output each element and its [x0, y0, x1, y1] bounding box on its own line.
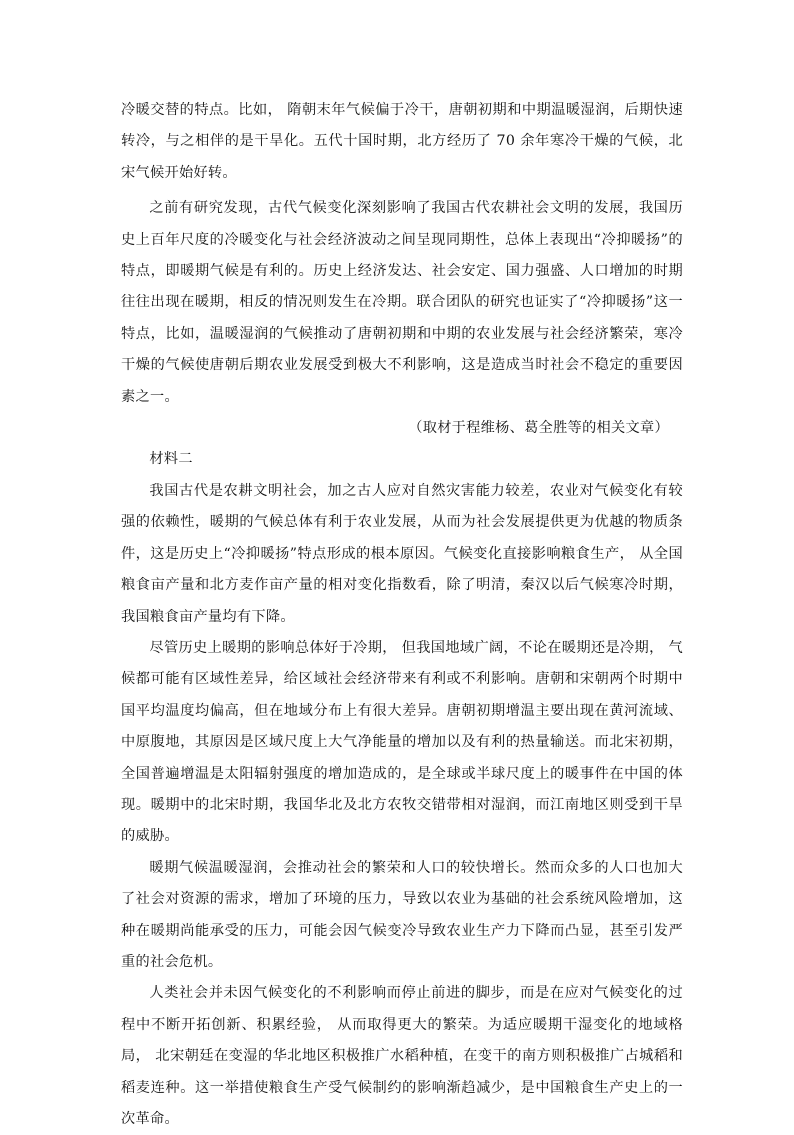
material-two-heading: 材料二	[149, 451, 193, 468]
document-page	[121, 95, 683, 1135]
paragraph-adaptation: 人类社会并未因气候变化的不利影响而停止前进的脚步，而是在应对气候变化的过程中不断开拓创新、积累经验， 从而取得更大的繁荣。为适应暖期干湿变化的地域格局， 北宋朝廷在变湿的华北地区积极推广水稻种植，在变干的南方则积极推广占城稻和稻麦连种。这一举措使粮食生产受气候制约的影响渐趋减少，是中国粮食生产史上的一次革命。	[121, 985, 683, 1127]
paragraph-cold-warm-pattern: 之前有研究发现，古代气候变化深刻影响了我国古代农耕社会文明的发展，我国历史上百年尺度的冷暖变化与社会经济波动之间呈现同期性，总体上表现出“冷抑暖扬”的特点，即暖期气候是有利的。历史上经济发达、社会安定、国力强盛、人口增加的时期往往出现在暖期，相反的情况则发生在冷期。联合团队的研究也证实了“冷抑暖扬”这一特点，比如，温暖湿润的气候推动了唐朝初期和中期的农业发展与社会经济繁荣，寒冷干燥的气候使唐朝后期农业发展受到极大不利影响，这是造成当时社会不稳定的重要因素之一。	[121, 200, 683, 405]
source-citation: （取材于程维杨、葛全胜等的相关文章）	[408, 420, 669, 437]
paragraph-climate-trend: 冷暖交替的特点。比如， 隋朝末年气候偏于冷干，唐朝初期和中期温暖湿润，后期快速转冷，与之相伴的是干旱化。五代十国时期，北方经历了 70 余年寒冷干燥的气候，北宋气候开始好转。	[121, 102, 683, 181]
paragraph-population-pressure: 暖期气候温暖湿润，会推动社会的繁荣和人口的较快增长。然而众多的人口也加大了社会对资源的需求，增加了环境的压力，导致以农业为基础的社会系统风险增加，这种在暖期尚能承受的压力，可能会因气候变冷导致农业生产力下降而凸显，甚至引发严重的社会危机。	[121, 859, 683, 970]
paragraph-agriculture-dependence: 我国古代是农耕文明社会，加之古人应对自然灾害能力较差，农业对气候变化有较强的依赖性，暖期的气候总体有利于农业发展，从而为社会发展提供更为优越的物质条件，这是历史上“冷抑暖扬”特点形成的根本原因。气候变化直接影响粮食生产， 从全国粮食亩产量和北方麦作亩产量的相对变化指数看，除了明清，秦汉以后气候寒冷时期，我国粮食亩产量均有下降。	[121, 482, 683, 625]
paragraph-regional-difference: 尽管历史上暖期的影响总体好于冷期， 但我国地域广阔，不论在暖期还是冷期， 气候都可能有区域性差异，给区域社会经济带来有利或不利影响。唐朝和宋朝两个时期中国平均温度均偏高，但在地域分布上有很大差异。唐朝初期增温主要出现在黄河流域、中原腹地，其原因是区域尺度上大气净能量的增加以及有利的热量输送。而北宋初期， 全国普遍增温是太阳辐射强度的增加造成的，是全球或半球尺度上的暖事件在中国的体现。暖期中的北宋时期，我国华北及北方农牧交错带相对湿润，而江南地区则受到干旱的威胁。	[121, 639, 683, 845]
